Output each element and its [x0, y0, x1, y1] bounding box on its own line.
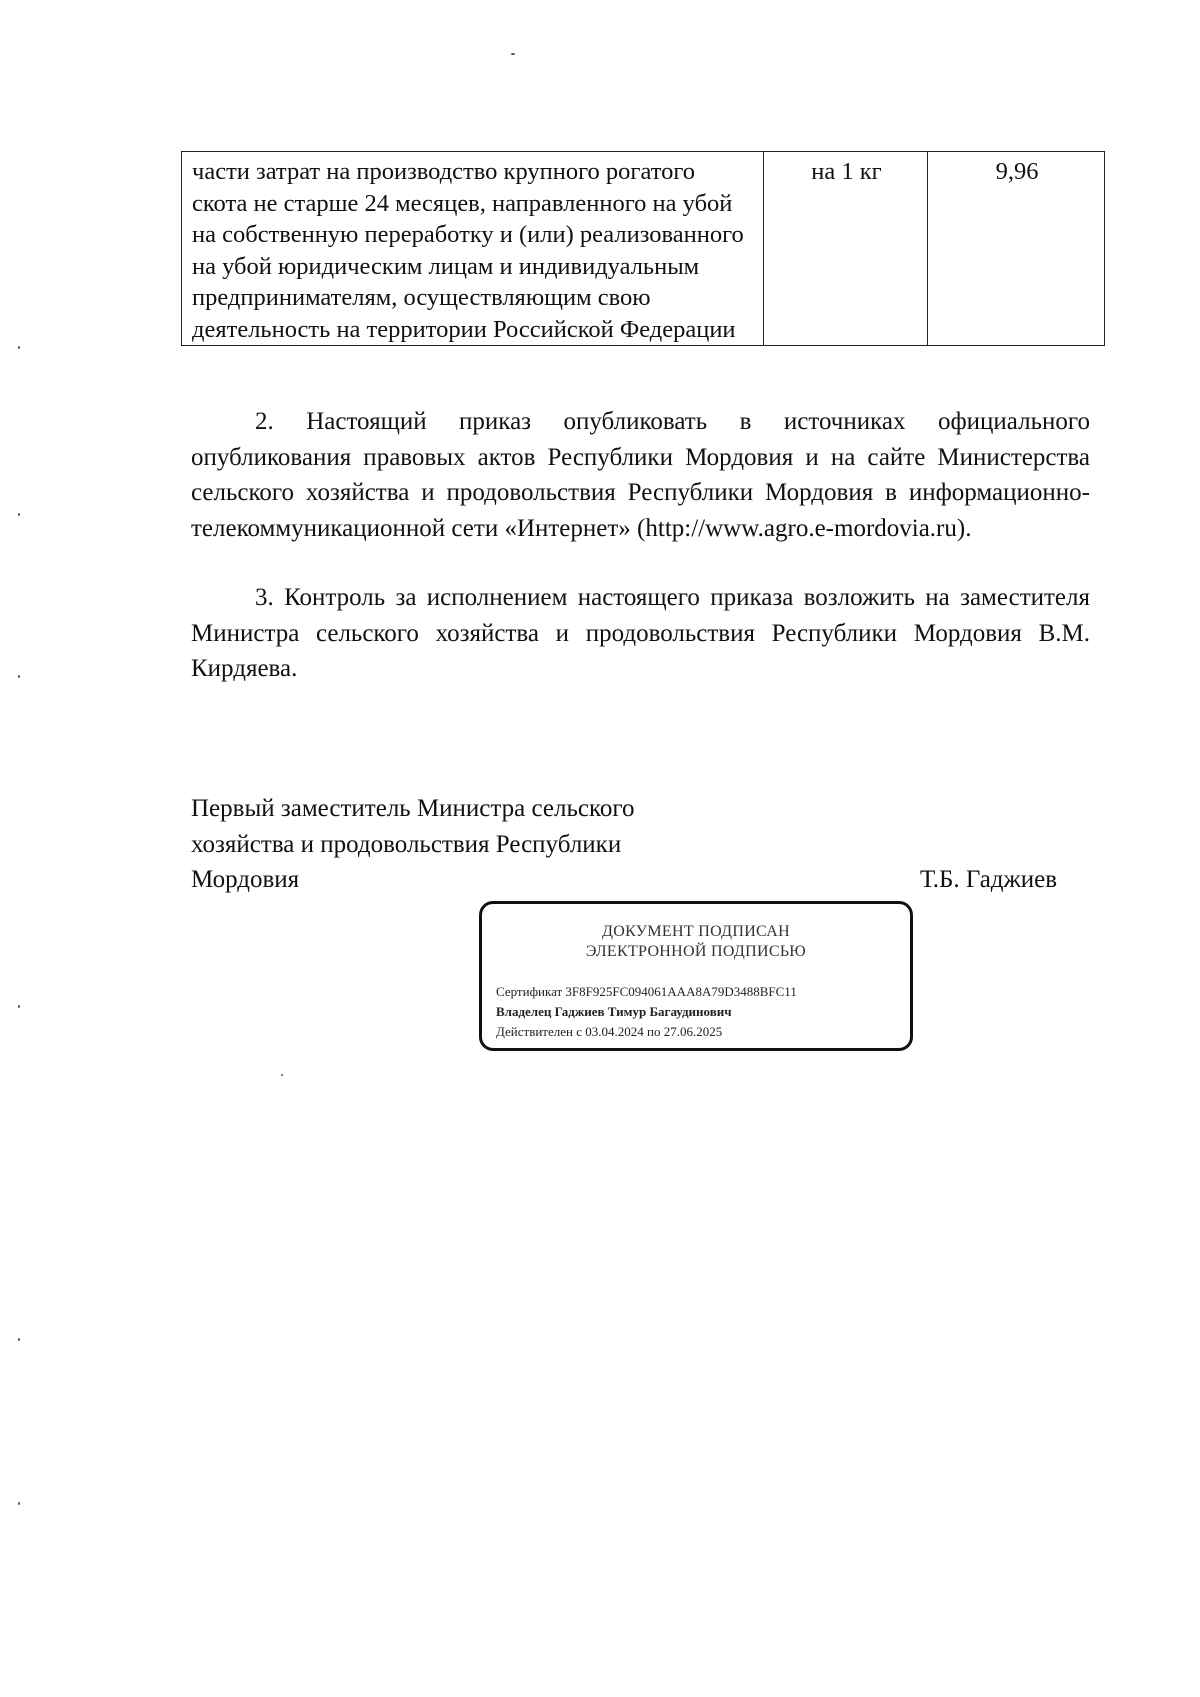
stamp-details — [496, 982, 797, 1042]
table-cell-description: части затрат на производство крупного рогатого скота не старше 24 месяцев, направленного на убой на собственную переработку и (или) реализованного на убой юридическим лицам и индивидуальным предпринимателям, осуществляющим свою деятельность на территории Российской Федерации — [182, 152, 764, 346]
scan-speck — [18, 1338, 20, 1341]
table-row — [182, 152, 1105, 346]
paragraph-control — [191, 580, 1090, 687]
scan-speck — [511, 53, 515, 55]
stamp-owner: Владелец Гаджиев Тимур Багаудинович — [496, 1004, 732, 1019]
electronic-signature-stamp — [479, 901, 913, 1051]
stamp-title-line1: ДОКУМЕНТ ПОДПИСАН — [602, 923, 790, 940]
scan-speck — [281, 1074, 283, 1076]
stamp-title — [482, 922, 910, 962]
rate-table — [181, 151, 1105, 346]
signatory-name: Т.Б. Гаджиев — [920, 866, 1058, 893]
stamp-certificate: Сертификат 3F8F925FC094061AAA8A79D3488BFC11 — [496, 984, 797, 999]
scan-speck — [18, 513, 20, 516]
scan-speck — [18, 675, 20, 678]
table-cell-rate: 9,96 — [928, 152, 1105, 346]
scan-speck — [18, 1005, 20, 1008]
table-cell-unit: на 1 кг — [764, 152, 928, 346]
paragraph-publication-text: 2. Настоящий приказ опубликовать в источниках официального опубликования правовых актов Республики Мордовия и на сайте Министерства сельского хозяйства и продовольствия Республики Мордовия в информационно-телекоммуникационной сети «Интернет» (http://www.agro.e-mordovia.ru). — [191, 408, 1090, 542]
scan-speck — [18, 346, 20, 349]
signatory-position: Первый заместитель Министра сельского хозяйства и продовольствия Республики Мордовия — [191, 795, 635, 893]
paragraph-publication — [191, 404, 1090, 546]
stamp-validity: Действителен с 03.04.2024 по 27.06.2025 — [496, 1024, 723, 1039]
paragraph-control-text: 3. Контроль за исполнением настоящего приказа возложить на заместителя Министра сельского хозяйства и продовольствия Республики Мордовия В.М. Кирдяева. — [191, 584, 1090, 682]
scan-speck — [18, 1502, 20, 1505]
stamp-title-line2: ЭЛЕКТРОННОЙ ПОДПИСЬЮ — [585, 943, 807, 960]
